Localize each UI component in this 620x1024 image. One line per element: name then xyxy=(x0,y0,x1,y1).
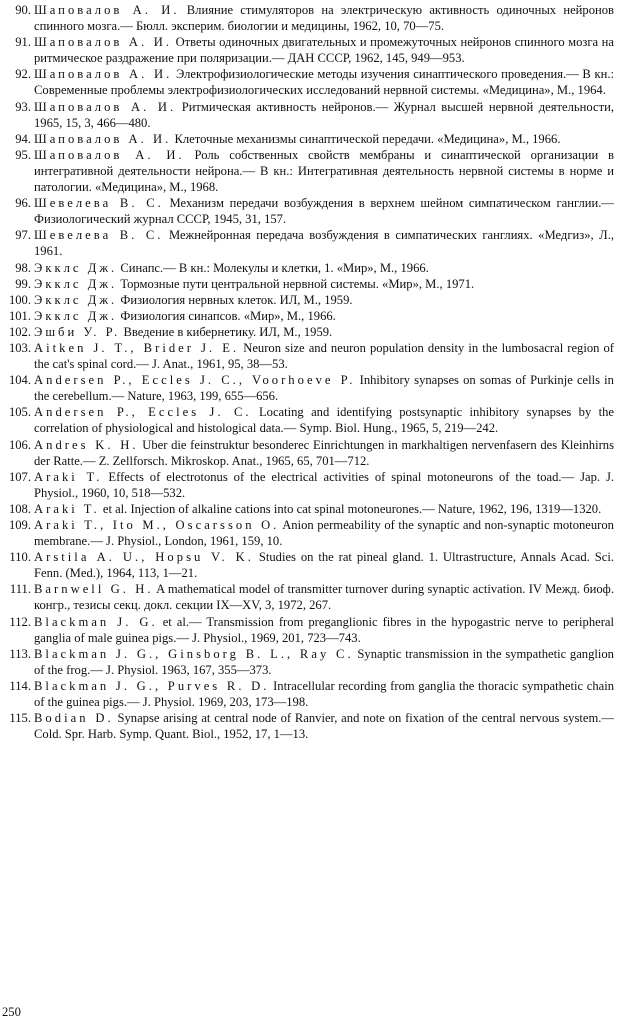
reference-author: Шаповалов А. И. xyxy=(34,147,185,162)
reference-author: Bodian D. xyxy=(34,711,114,726)
reference-entry xyxy=(4,710,614,742)
reference-text xyxy=(34,549,614,581)
reference-entry xyxy=(4,372,614,404)
reference-text xyxy=(34,260,614,276)
reference-text xyxy=(34,372,614,404)
reference-entry xyxy=(4,678,614,710)
reference-body: Synapse arising at central node of Ranvier, and note on fixation of the central nervous system.— Cold. Spr. Harb. Symp. Quant. Biol., 1952, 17, 1—13. xyxy=(34,711,614,742)
reference-entry xyxy=(4,99,614,131)
reference-author: Шаповалов А. И. xyxy=(34,131,172,146)
reference-author: Шевелева В. С. xyxy=(34,196,164,211)
reference-author: Шаповалов А. И. xyxy=(34,67,173,82)
reference-text xyxy=(34,646,614,678)
reference-number: 91. xyxy=(15,35,31,50)
reference-text xyxy=(34,308,614,324)
reference-entry xyxy=(4,501,614,517)
reference-entry xyxy=(4,437,614,469)
reference-text xyxy=(34,276,614,292)
reference-text xyxy=(34,227,614,259)
reference-number: 107. xyxy=(8,469,31,484)
reference-entry xyxy=(4,614,614,646)
reference-body: Uber die feinstruktur besonderec Einrichtungen in markhaltigen nervenfasern des Kleinhirns der Ratte.— Z. Zellforsch. Mikroskop. Anat., 1965, 65, 701—712. xyxy=(34,437,614,468)
reference-body: Влияние стимуляторов на электрическую активность одиночных нейронов спинного мозга.— Бюлл. эксперим. биологии и медицины, 1962, 10, 70—75. xyxy=(34,3,614,34)
reference-text xyxy=(34,678,614,710)
reference-author: Blackman J. G., Ginsborg B. L., Ray C. xyxy=(34,646,354,661)
reference-entry xyxy=(4,34,614,66)
reference-body: Электрофизиологические методы изучения синаптического проведения.— В кн.: Современные проблемы электрофизиологических исследований нервной системы. «Медицина», М., 1964. xyxy=(34,67,614,98)
reference-number: 114. xyxy=(9,678,31,693)
reference-body: Клеточные механизмы синаптической передачи. «Медицина», М., 1966. xyxy=(174,131,561,146)
reference-number: 103. xyxy=(8,340,31,355)
reference-author: Araki T., Ito M., Oscarsson O. xyxy=(34,518,280,532)
reference-body: Intracellular recording from ganglia the thoracic sympathetic chain of the guinea pigs.— J. Physiol. 1969, 203, 173—198. xyxy=(34,678,614,710)
reference-entry xyxy=(4,292,614,308)
reference-number: 95. xyxy=(15,147,31,162)
reference-body: Синапс.— В кн.: Молекулы и клетки, 1. «Мир», М., 1966. xyxy=(120,260,429,275)
reference-entry xyxy=(4,404,614,436)
reference-text xyxy=(34,469,614,501)
reference-body: Anion permeability of the synaptic and non-synaptic motoneuron membrane.— J. Physiol., London, 1961, 159, 10. xyxy=(34,518,614,549)
reference-author: Экклс Дж. xyxy=(34,308,118,323)
reference-body: et al.— Transmission from preganglionic fibres in the hypogastric nerve to peripheral ganglia of male guinea pigs.— J. Physiol., 1969, 201, 723—743. xyxy=(34,614,615,645)
reference-text xyxy=(34,437,614,469)
reference-entry xyxy=(4,308,614,324)
reference-number: 94. xyxy=(15,131,31,146)
reference-author: Andersen P., Eccles J. C., Voorhoeve P. xyxy=(34,373,356,388)
reference-author: Шаповалов А. И. xyxy=(34,35,173,50)
reference-body: Введение в кибернетику. ИЛ, М., 1959. xyxy=(123,324,333,339)
reference-author: Barnwell G. H. xyxy=(34,582,154,597)
reference-body: A mathematical model of transmitter turnover during synaptic activation. IV Межд. биоф. конгр., тезисы секц. докл. секции IX—XV, 3, 1972, 267. xyxy=(34,582,614,613)
reference-entry xyxy=(4,147,614,195)
reference-text xyxy=(34,34,614,66)
reference-body: Физиология синапсов. «Мир», М., 1966. xyxy=(120,308,336,323)
reference-text xyxy=(34,517,614,549)
reference-entry xyxy=(4,324,614,340)
reference-author: Araki T. xyxy=(34,501,100,516)
reference-body: et al. Injection of alkaline cations into cat spinal motoneurones.— Nature, 1962, 196, 1319—1320. xyxy=(102,501,602,516)
reference-author: Aitken J. T., Brider J. E. xyxy=(34,340,240,355)
reference-text xyxy=(34,99,614,131)
reference-author: Araki T. xyxy=(34,469,103,484)
reference-number: 102. xyxy=(8,324,31,339)
reference-entry xyxy=(4,2,614,34)
reference-text xyxy=(34,710,614,742)
reference-text xyxy=(34,292,614,308)
reference-body: Тормозные пути центральной нервной системы. «Мир», М., 1971. xyxy=(120,276,475,291)
reference-entry xyxy=(4,549,614,581)
reference-entry xyxy=(4,66,614,98)
reference-text xyxy=(34,2,614,34)
reference-text xyxy=(34,324,614,340)
reference-number: 105. xyxy=(8,405,31,420)
reference-number: 112. xyxy=(9,614,31,629)
reference-number: 99. xyxy=(15,276,31,291)
reference-text xyxy=(34,131,614,147)
reference-entry xyxy=(4,131,614,147)
page-number: 250 xyxy=(2,1005,21,1019)
reference-body: Механизм передачи возбуждения в верхнем шейном симпатическом ганглии.— Физиологический журнал СССР, 1945, 31, 157. xyxy=(34,196,614,227)
reference-author: Шаповалов А. И. xyxy=(34,99,177,114)
reference-body: Физиология нервных клеток. ИЛ, М., 1959. xyxy=(120,292,353,307)
reference-body: Synaptic transmission in the sympathetic ganglion of the frog.— J. Physiol. 1963, 167, 355—373. xyxy=(34,646,614,677)
reference-text xyxy=(34,581,614,613)
reference-body: Neuron size and neuron population density in the lumbosacral region of the cat's spinal cord.— J. Anat., 1961, 95, 38—53. xyxy=(34,340,614,372)
reference-body: Inhibitory synapses on somas of Purkinje cells in the cerebellum.— Nature, 1963, 199, 655—656. xyxy=(34,373,614,404)
reference-entry xyxy=(4,581,614,613)
reference-number: 97. xyxy=(15,228,31,243)
reference-entry xyxy=(4,260,614,276)
reference-number: 111. xyxy=(9,582,31,597)
reference-author: Экклс Дж. xyxy=(34,276,118,291)
reference-text xyxy=(34,195,614,227)
reference-entry xyxy=(4,195,614,227)
reference-author: Andersen P., Eccles J. C. xyxy=(34,405,252,420)
reference-number: 93. xyxy=(15,99,31,114)
reference-body: Ритмическая активность нейронов.— Журнал высшей нервной деятельности, 1965, 15, 3, 466—480. xyxy=(34,99,614,130)
reference-author: Эшби У. Р. xyxy=(34,324,121,339)
reference-author: Blackman J. G., Purves R. D. xyxy=(34,678,270,693)
reference-author: Экклс Дж. xyxy=(34,292,118,307)
reference-author: Arstila A. U., Hopsu V. K. xyxy=(34,550,254,565)
reference-author: Шаповалов А. И. xyxy=(34,3,180,17)
reference-number: 110. xyxy=(9,550,31,565)
reference-author: Экклс Дж. xyxy=(34,260,118,275)
reference-number: 96. xyxy=(15,196,31,211)
reference-number: 106. xyxy=(8,437,31,452)
reference-body: Locating and identifying postsynaptic inhibitory synapses by the correlation of physiological and histological data.— Symp. Biol. Hung., 1965, 5, 219—242. xyxy=(34,405,614,436)
reference-number: 115. xyxy=(9,711,31,726)
reference-number: 104. xyxy=(8,373,31,388)
reference-text xyxy=(34,404,614,436)
reference-number: 92. xyxy=(15,67,31,82)
reference-entry xyxy=(4,227,614,259)
reference-author: Andres K. H. xyxy=(34,437,139,452)
reference-number: 90. xyxy=(15,3,31,17)
reference-text xyxy=(34,501,614,517)
reference-entry xyxy=(4,340,614,372)
reference-text xyxy=(34,614,614,646)
reference-body: Studies on the rat pineal gland. 1. Ultrastructure, Annals Acad. Sci. Fenn. (Med.), 1964, 113, 1—21. xyxy=(34,550,614,581)
reference-number: 113. xyxy=(9,646,31,661)
reference-number: 109. xyxy=(8,518,31,532)
reference-list xyxy=(4,2,614,742)
reference-author: Шевелева В. С. xyxy=(34,228,164,243)
reference-entry xyxy=(4,517,614,549)
reference-body: Роль собственных свойств мембраны и синаптической организации в интегративной деятельности нейрона.— В кн.: Интегративная деятельность нервной системы в норме и патологии. «Медицина», М., 1968. xyxy=(34,147,614,195)
reference-entry xyxy=(4,646,614,678)
reference-text xyxy=(34,147,614,195)
reference-body: Ответы одиночных двигательных и промежуточных нейронов спинного мозга на ритмическое раздражение при поляризации.— ДАН СССР, 1962, 145, 949—953. xyxy=(34,35,614,66)
reference-author: Blackman J. G. xyxy=(34,614,158,629)
reference-body: Межнейронная передача возбуждения в симпатических ганглиях. «Медгиз», Л., 1961. xyxy=(34,228,614,259)
reference-text xyxy=(34,340,614,372)
reference-number: 100. xyxy=(8,292,31,307)
reference-number: 98. xyxy=(15,260,31,275)
reference-text xyxy=(34,66,614,98)
reference-entry xyxy=(4,469,614,501)
reference-entry xyxy=(4,276,614,292)
reference-number: 101. xyxy=(8,308,31,323)
reference-number: 108. xyxy=(8,501,31,516)
reference-body: Effects of electrotonus of the electrical activities of spinal motoneurons of the toad.— Jap. J. Physiol., 1960, 10, 518—532. xyxy=(34,469,614,500)
